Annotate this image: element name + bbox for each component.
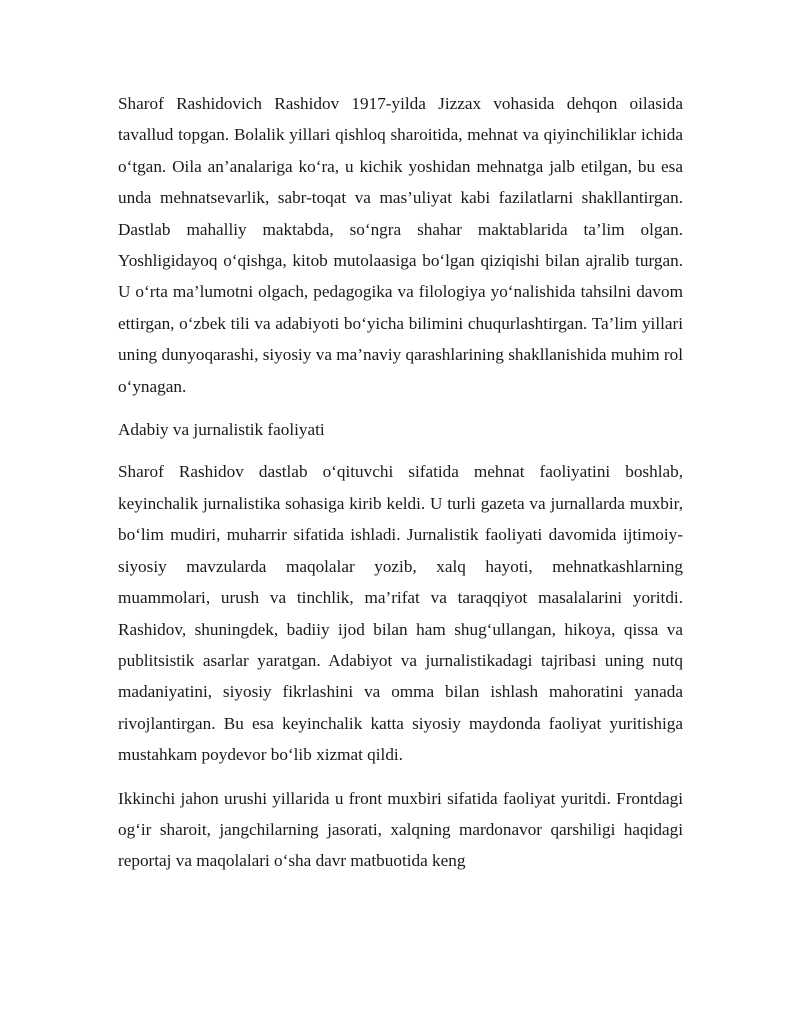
document-page <box>118 88 683 877</box>
war-correspondent-paragraph: Ikkinchi jahon urushi yillarida u front muxbiri sifatida faoliyat yuritdi. Frontdagi og‘ir sharoit, jangchilarning jasorati, xalqning mardonavor qarshiligi haqidagi reportaj va maqolalari o‘sha davr matbuotida keng <box>118 788 683 871</box>
literary-activity-paragraph: Sharof Rashidov dastlab o‘qituvchi sifatida mehnat faoliyatini boshlab, keyinchalik jurnalistika sohasiga kirib keldi. U turli gazeta va jurnallarda muxbir, bo‘lim mudiri, muharrir sifatida ishladi. Jurnalistik faoliyati davomida ijtimoiy-siyosiy mavzularda maqolalar yozib, xalq hayoti, mehnatkashlarning muammolari, urush va tinchlik, ma’rifat va taraqqiyot masalalarini yoritdi. Rashidov, shuningdek, badiiy ijod bilan ham shug‘ullangan, hikoya, qissa va publitsistik asarlar yaratgan. Adabiyot va jurnalistikadagi tajribasi uning nutq madaniyatini, siyosiy fikrlashini va omma bilan ishlash mahoratini yanada rivojlantirgan. Bu esa keyinchalik katta siyosiy maydonda faoliyat yuritishiga mustahkam poydevor bo‘lib xizmat qildi. <box>118 462 683 765</box>
section-heading: Adabiy va jurnalistik faoliyati <box>118 420 325 440</box>
biography-paragraph: Sharof Rashidovich Rashidov 1917-yilda Jizzax vohasida dehqon oilasida tavallud topgan. Bolalik yillari qishloq sharoitida, mehnat va qiyinchiliklar ichida o‘tgan. Oila an’analariga ko‘ra, u kichik yoshidan mehnatga jalb etilgan, bu esa unda mehnatsevarlik, sabr-toqat va mas’uliyat kabi fazilatlarni shakllantirgan. Dastlab mahalliy maktabda, so‘ngra shahar maktablarida ta’lim olgan. Yoshligidayoq o‘qishga, kitob mutolaasiga bo‘lgan qiziqishi bilan ajralib turgan. U o‘rta ma’lumotni olgach, pedagogika va filologiya yo‘nalishida tahsilni davom ettirgan, o‘zbek tili va adabiyoti bo‘yicha bilimini chuqurlashtirgan. Ta’lim yillari uning dunyoqarashi, siyosiy va ma’naviy qarashlarining shakllanishida muhim rol o‘ynagan. <box>118 94 683 396</box>
